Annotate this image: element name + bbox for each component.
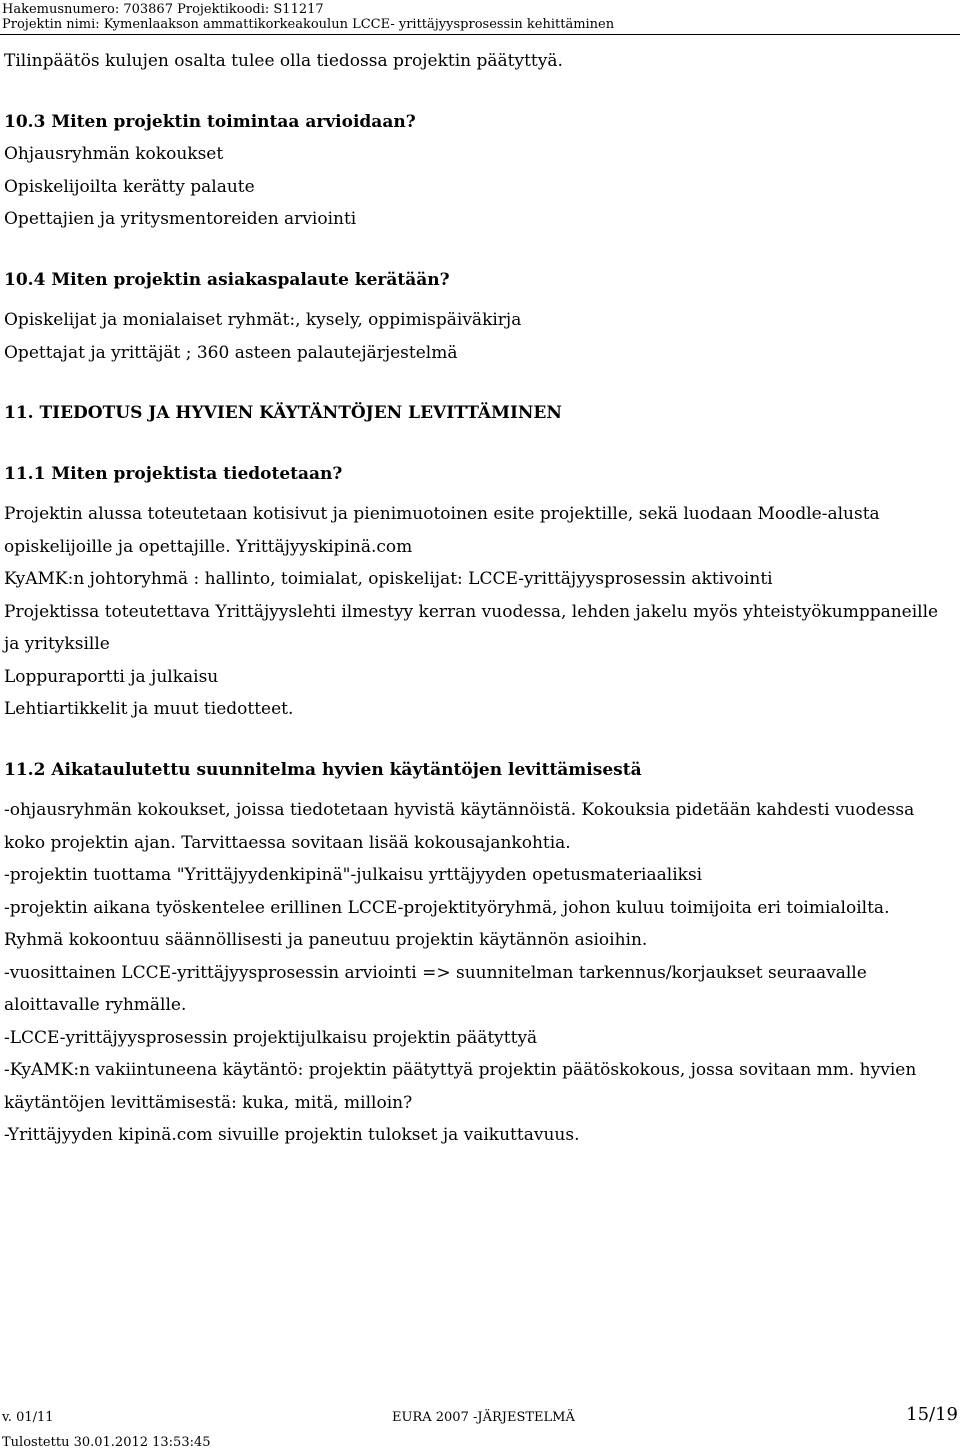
section-10-4-line: Opiskelijat ja monialaiset ryhmät:, kysely, oppimispäiväkirja	[4, 310, 522, 330]
section-10-3-line: Opiskelijoilta kerätty palaute	[4, 176, 255, 197]
section-11-2-line: -vuosittainen LCCE-yrittäjyysprosessin arviointi => suunnitelman tarkennus/korjaukset seuraavalle	[4, 962, 867, 983]
footer-page-number: 15/19	[906, 1404, 958, 1425]
section-11-1-line: KyAMK:n johtoryhmä : hallinto, toimialat, opiskelijat: LCCE-yrittäjyysprosessin aktivointi	[4, 569, 773, 589]
spacer	[4, 369, 956, 397]
header-application-number: Hakemusnumero: 703867 Projektikoodi: S11217	[2, 2, 324, 17]
section-10-3-line: Ohjausryhmän kokoukset	[4, 144, 224, 164]
spacer	[4, 236, 956, 264]
footer-version: v. 01/11	[2, 1410, 54, 1425]
section-11-2-line: -ohjausryhmän kokoukset, joissa tiedotetaan hyvistä käytännöistä. Kokouksia pidetään kahdesti vuodessa	[4, 800, 915, 820]
section-11-heading: 11. TIEDOTUS JA HYVIEN KÄYTÄNTÖJEN LEVITTÄMINEN	[4, 403, 562, 423]
section-11-2-line: koko projektin ajan. Tarvittaessa sovitaan lisää kokousajankohtia.	[4, 832, 571, 853]
section-10-4-heading: 10.4 Miten projektin asiakaspalaute kerätään?	[4, 269, 450, 290]
footer-print-timestamp: Tulostettu 30.01.2012 13:53:45	[2, 1435, 211, 1450]
section-11-2-line: -LCCE-yrittäjyysprosessin projektijulkaisu projektin päätyttyä	[4, 1027, 538, 1048]
section-11-2-line: aloittavalle ryhmälle.	[4, 995, 187, 1015]
section-11-2-line: -projektin tuottama "Yrittäjyydenkipinä"-julkaisu yrttäjyyden opetusmateriaaliksi	[4, 865, 703, 885]
section-11-2-line: Ryhmä kokoontuu säännöllisesti ja paneutuu projektin käytännön asioihin.	[4, 930, 648, 950]
footer-system-name: EURA 2007 -JÄRJESTELMÄ	[392, 1410, 575, 1425]
header-divider	[0, 34, 960, 35]
section-11-1-line: Projektin alussa toteutetaan kotisivut ja pienimuotoinen esite projektille, sekä luodaan Moodle-alusta	[4, 504, 880, 524]
section-10-3-line: Opettajien ja yritysmentoreiden arviointi	[4, 209, 357, 229]
section-11-2-line: -projektin aikana työskentelee erillinen LCCE-projektityöryhmä, johon kuluu toimijoita eri toimialoilta.	[4, 897, 890, 918]
spacer	[4, 726, 956, 754]
section-11-2-line: -KyAMK:n vakiintuneena käytäntö: projektin päätyttyä projektin päätöskokous, jossa sovitaan mm. hyvien	[4, 1060, 917, 1080]
page-header	[2, 2, 958, 32]
section-11-2-line: -Yrittäjyyden kipinä.com sivuille projektin tulokset ja vaikuttavuus.	[4, 1125, 580, 1145]
header-project-name: Projektin nimi: Kymenlaakson ammattikorkeakoulun LCCE- yrittäjyysprosessin kehittäminen	[2, 17, 615, 32]
section-10-4-line: Opettajat ja yrittäjät ; 360 asteen palautejärjestelmä	[4, 342, 458, 363]
section-11-2-line: käytäntöjen levittämisestä: kuka, mitä, milloin?	[4, 1092, 413, 1113]
spacer	[4, 786, 956, 794]
section-10-3-heading: 10.3 Miten projektin toimintaa arvioidaan?	[4, 111, 416, 132]
spacer	[4, 296, 956, 304]
section-11-1-line: Lehtiartikkelit ja muut tiedotteet.	[4, 699, 294, 719]
spacer	[4, 78, 956, 106]
spacer	[4, 490, 956, 498]
spacer	[4, 430, 956, 458]
section-11-1-line: opiskelijoille ja opettajille. Yrittäjyyskipinä.com	[4, 536, 413, 557]
document-body	[4, 45, 956, 1152]
intro-text: Tilinpäätös kulujen osalta tulee olla tiedossa projektin päätyttyä.	[4, 51, 563, 71]
section-11-1-heading: 11.1 Miten projektista tiedotetaan?	[4, 463, 343, 484]
section-11-1-line: ja yrityksille	[4, 634, 110, 654]
section-11-1-line: Projektissa toteutettava Yrittäjyyslehti ilmestyy kerran vuodessa, lehden jakelu myös yhteistyökumppaneille	[4, 601, 939, 622]
section-11-1-line: Loppuraportti ja julkaisu	[4, 666, 219, 687]
section-11-2-heading: 11.2 Aikataulutettu suunnitelma hyvien käytäntöjen levittämisestä	[4, 759, 642, 780]
